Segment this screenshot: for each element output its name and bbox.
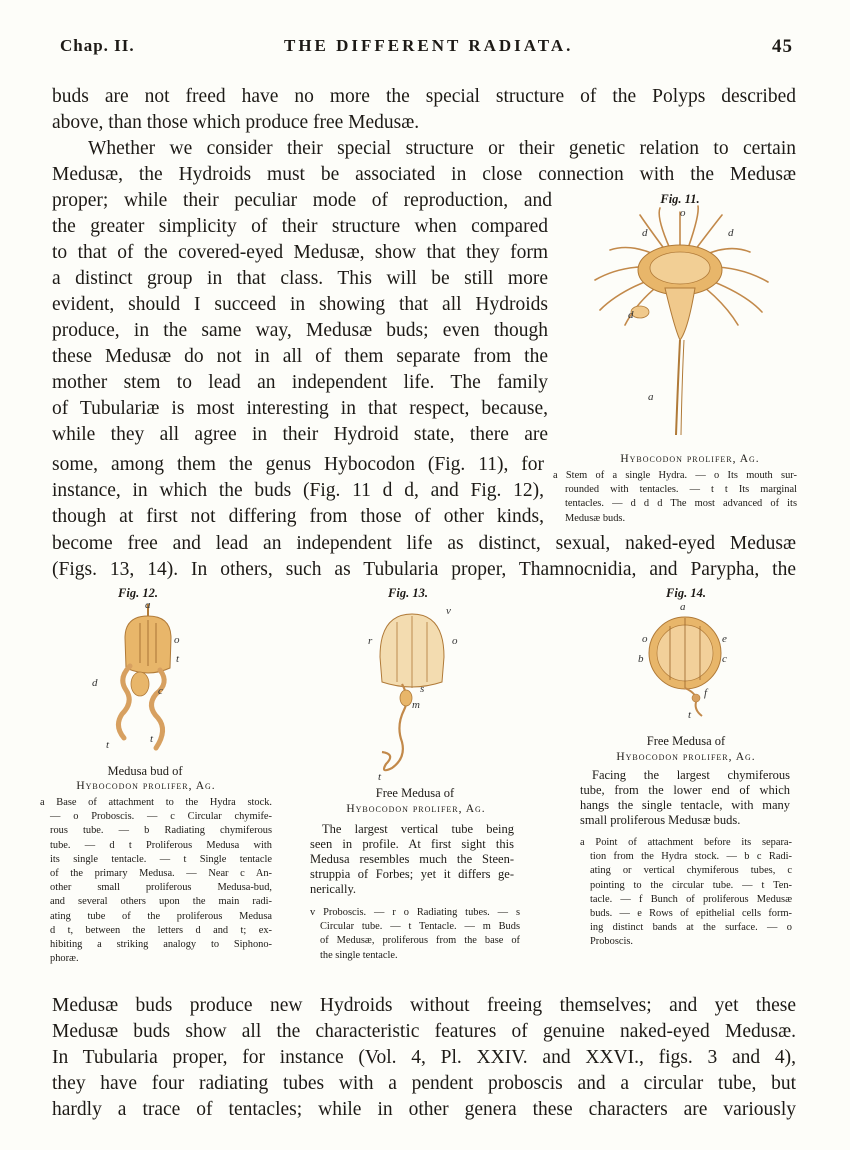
desc-line: small proliferous Medusæ buds. [580, 813, 741, 827]
legend-line: Medusæ buds. [565, 512, 626, 524]
fig12-letter-t: t [106, 739, 110, 751]
body-line: of Tubulariæ is most interesting in that respect, because, [52, 398, 548, 419]
body-line: Medusæ, the Hydroids must be associated in close connection with the Medusæ [52, 164, 796, 185]
fig14-letter-o: o [642, 633, 648, 645]
desc-line: tube, from the lower end of which [580, 783, 790, 797]
medusa-bud-illustration [90, 598, 200, 760]
fig11-letter-d: d [642, 227, 648, 239]
legend-line: hibiting a striking analogy to Siphono- [50, 939, 272, 951]
chapter-label: Chap. II. [60, 36, 135, 55]
desc-line: Facing the largest chymiferous [592, 768, 790, 782]
legend-line: tube. — d t Proliferous Medusa with [50, 839, 272, 851]
figure-title: Hybocodon prolifer, Ag. [620, 453, 760, 465]
body-line: a distinct group in that class. This will be still more [52, 268, 548, 289]
body-line: these Medusæ do not in all of them separate from the [52, 346, 548, 367]
body-line: proper; while their peculiar mode of reproduction, and [52, 190, 552, 211]
legend-line: tentacles. — d d d The most advanced of its [565, 498, 797, 510]
figure-label: Fig. 13. [388, 586, 428, 600]
legend-line: the single tentacle. [320, 949, 398, 961]
free-medusa-front-illustration [630, 598, 750, 723]
running-title: THE DIFFERENT RADIATA. [284, 36, 574, 55]
fig14-letter-f: f [704, 687, 708, 699]
legend-line: ating or vertical chymiferous tubes, c [590, 865, 792, 877]
body-line: mother stem to lead an independent life. The family [52, 372, 548, 393]
body-line: some, among them the genus Hybocodon (Fig. 11), for [52, 454, 544, 475]
legend-line: its single tentacle. — t Single tentacle [50, 853, 272, 865]
legend-line: of the primary Medusa. — Near c An- [50, 868, 272, 880]
free-medusa-profile-illustration [362, 602, 472, 782]
legend-line: Proboscis. [590, 936, 634, 948]
legend-line: tion from the Hydra stock. — b c Radi- [590, 851, 792, 863]
desc-line: struppia of Forbes; yet it differs ge- [310, 867, 514, 881]
legend-line: a Point of attachment before its separa- [580, 837, 792, 848]
legend-line: buds. — e Rows of epithelial cells form- [590, 908, 792, 920]
page-number: 45 [772, 36, 793, 57]
body-line: evident, should I succeed in showing that all Hydroids [52, 294, 548, 315]
fig11-letter-a: a [648, 391, 654, 403]
figure-legend [310, 906, 520, 963]
desc-line: Medusa resembles much the Steen- [310, 852, 514, 866]
body-line: (Figs. 13, 14). In others, such as Tubularia proper, Thamnocnidia, and Parypha, the [52, 559, 796, 580]
legend-line: and several others upon the main radi- [50, 896, 272, 908]
fig13-letter-s: s [420, 683, 425, 695]
legend-line: v Proboscis. — r o Radiating tubes. — s [310, 907, 520, 918]
body-line: to that of the covered-eyed Medusæ, show that they form [52, 242, 548, 263]
legend-line: Circular tube. — t Tentacle. — m Buds [320, 921, 520, 933]
body-line: In Tubularia proper, for instance (Vol. 4, Pl. XXIV. and XXVI., figs. 3 and 4), [52, 1047, 796, 1068]
legend-line: — o Proboscis. — c Circular chymife- [50, 811, 272, 823]
body-line: Medusæ buds show all the characteristic features of genuine naked-eyed Medusæ. [52, 1021, 796, 1042]
body-line: above, than those which produce free Medusæ. [52, 112, 420, 133]
hybocodon-colony-illustration [580, 200, 780, 445]
fig14-letter-t: t [688, 709, 692, 721]
legend-line: phoræ. [50, 953, 79, 965]
legend-line: of Medusæ, proliferous from the base of [320, 935, 520, 947]
desc-line: hangs the single tentacle, with many [580, 798, 790, 812]
legend-line: ating tube of the proliferous Medusa [50, 910, 272, 922]
figure-description [580, 768, 790, 828]
fig11-letter-d: d [628, 309, 634, 321]
fig11-letter-o: o [680, 207, 686, 219]
desc-line: The largest vertical tube being [322, 822, 514, 836]
fig14-letter-c: c [722, 653, 727, 665]
legend-line: rounded with tentacles. — t t Its marginal [565, 484, 797, 496]
fig13-letter-o: o [452, 635, 458, 647]
fig12-letter-t: t [150, 733, 154, 745]
figure-label: Fig. 11. [660, 192, 700, 206]
body-line: Medusæ buds produce new Hydroids without freeing themselves; and yet these [52, 995, 796, 1016]
figure-description [310, 822, 514, 897]
figure-caption: Medusa bud of [107, 764, 183, 778]
body-line: while they all agree in their Hydroid state, there are [52, 424, 548, 445]
fig14-letter-b: b [638, 653, 644, 665]
fig14-letter-e: e [722, 633, 727, 645]
body-line: instance, in which the buds (Fig. 11 d d, and Fig. 12), [52, 480, 544, 501]
body-line: become free and lead an independent life as distinct, sexual, naked-eyed Medusæ [52, 533, 796, 554]
fig12-letter-o: o [174, 634, 180, 646]
body-line: Whether we consider their special structure or their genetic relation to certain [88, 138, 796, 159]
body-line: produce, in the same way, Medusæ buds; even though [52, 320, 548, 341]
legend-line: a Stem of a single Hydra. — o Its mouth sur- [553, 470, 797, 481]
fig12-letter-c: c [158, 685, 163, 697]
fig12-letter-d: d [92, 677, 98, 689]
body-line: though at first not differing from those of other kinds, [52, 506, 544, 527]
legend-line: rous tube. — b Radiating chymiferous [50, 825, 272, 837]
figure-caption: Free Medusa of [646, 734, 726, 748]
fig13-letter-m: m [412, 699, 420, 711]
desc-line: nerically. [310, 882, 357, 896]
legend-line: ing distinct bands at the surface. — o [590, 922, 792, 934]
legend-line: pointing to the circular tube. — t Ten- [590, 879, 792, 891]
fig13-letter-t: t [378, 771, 382, 782]
legend-line: other small proliferous Medusa-bud, [50, 882, 272, 894]
figure-title: Hybocodon prolifer, Ag. [346, 803, 486, 815]
body-line: buds are not freed have no more the special structure of the Polyps described [52, 86, 796, 107]
figure-label: Fig. 12. [118, 586, 158, 600]
body-line: the greater simplicity of their structure when compared [52, 216, 548, 237]
desc-line: seen in profile. At first sight this [310, 837, 514, 851]
legend-line: tacle. — f Bunch of proliferous Medusæ [590, 893, 792, 905]
figure-title: Hybocodon prolifer, Ag. [616, 751, 756, 763]
figure-label: Fig. 14. [666, 586, 706, 600]
fig14-letter-a: a [680, 601, 686, 613]
legend-line: d t, between the letters d and t; ex- [50, 924, 272, 936]
legend-line: a Base of attachment to the Hydra stock. [40, 797, 272, 808]
figure-legend [580, 836, 792, 950]
figure-caption: Free Medusa of [375, 786, 455, 800]
figure-legend [40, 796, 272, 966]
fig11-letter-d: d [728, 227, 734, 239]
fig13-letter-v: v [446, 605, 451, 617]
body-line: they have four radiating tubes with a pendent proboscis and a circular tube, but [52, 1073, 796, 1094]
fig13-letter-r: r [368, 635, 373, 647]
figure-title: Hybocodon prolifer, Ag. [76, 780, 216, 792]
fig12-letter-a: a [145, 599, 151, 611]
body-line: hardly a trace of tentacles; while in other genera these characters are variously [52, 1099, 796, 1120]
fig12-letter-t: t [176, 653, 180, 665]
figure-legend [553, 469, 797, 526]
